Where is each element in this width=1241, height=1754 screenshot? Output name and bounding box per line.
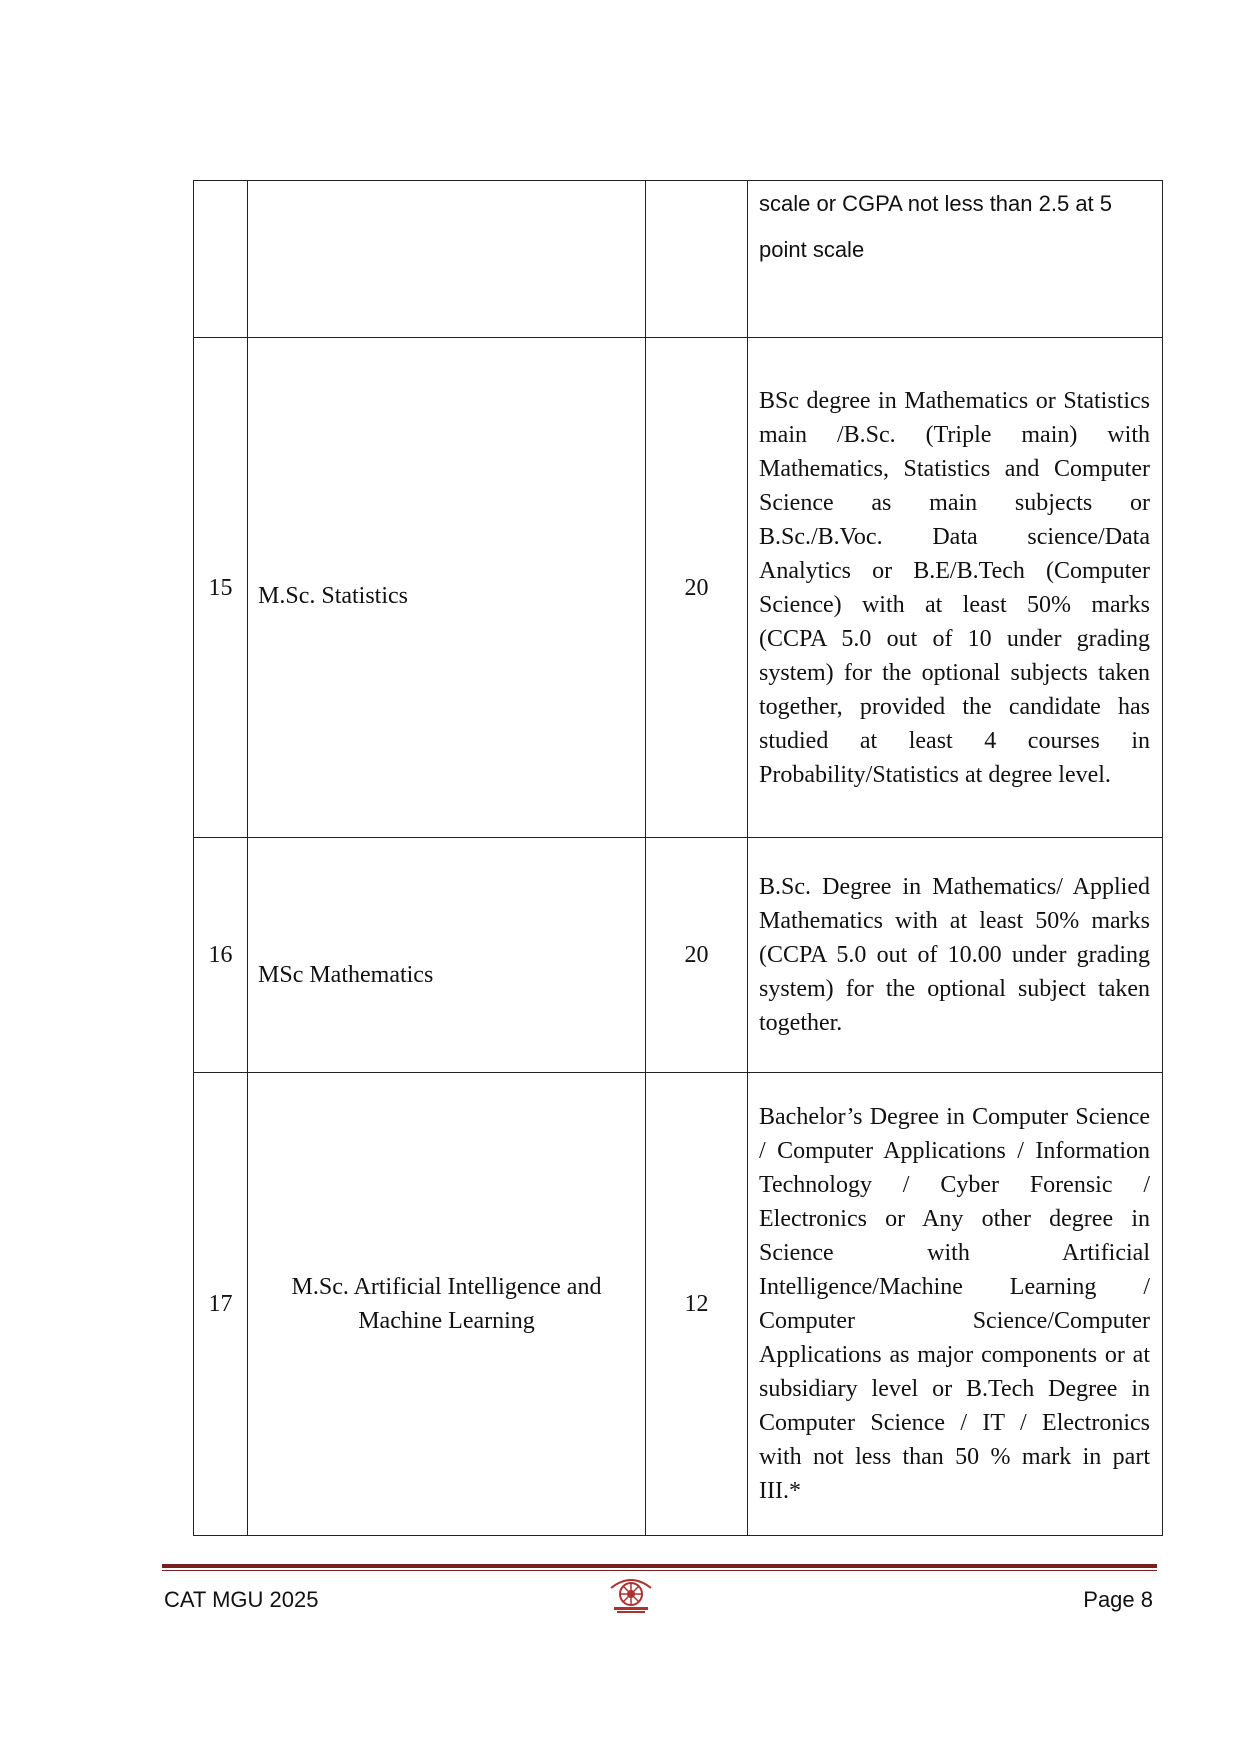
programme-name: M.Sc. Statistics xyxy=(258,582,409,609)
cell-programme xyxy=(248,838,646,1073)
cell-eligibility: scale or CGPA not less than 2.5 at 5 point scale xyxy=(748,181,1163,338)
cell-seats xyxy=(646,181,748,338)
cell-no: 16 xyxy=(194,838,248,1073)
cell-seats: 20 xyxy=(646,338,748,838)
table-row-continuation xyxy=(194,181,1163,338)
footer-title: CAT MGU 2025 xyxy=(164,1587,319,1612)
table-row xyxy=(194,838,1163,1073)
cell-seats: 20 xyxy=(646,838,748,1073)
cell-no xyxy=(194,181,248,338)
cell-no: 17 xyxy=(194,1073,248,1536)
eligibility-table xyxy=(193,180,1163,1536)
table-row xyxy=(194,338,1163,838)
table-row xyxy=(194,1073,1163,1536)
cell-seats: 12 xyxy=(646,1073,748,1536)
cell-programme: M.Sc. Artificial Intelligence and Machine Learning xyxy=(248,1073,646,1536)
university-emblem-icon xyxy=(608,1574,654,1614)
cell-eligibility: Bachelor’s Degree in Computer Science / Computer Applications / Information Technology / Cyber Forensic / Electronics or Any other degree in Science with Artificial Intelligence/Machine Learning / Computer Science/Computer Applications as major components or at subsidiary level or B.Tech Degree in Computer Science / IT / Electronics with not less than 50 % mark in part III.* xyxy=(748,1073,1163,1536)
cell-programme xyxy=(248,181,646,338)
footer-rule xyxy=(162,1564,1157,1568)
programme-name: MSc Mathematics xyxy=(258,962,434,988)
cell-eligibility: B.Sc. Degree in Mathematics/ Applied Mathematics with at least 50% marks (CCPA 5.0 out of 10.00 under grading system) for the optional subject taken together. xyxy=(748,838,1163,1073)
footer-rule-thin xyxy=(162,1570,1157,1571)
cell-no: 15 xyxy=(194,338,248,838)
cell-programme xyxy=(248,338,646,838)
cell-eligibility: BSc degree in Mathematics or Statistics main /B.Sc. (Triple main) with Mathematics, Statistics and Computer Science as main subjects or B.Sc./B.Voc. Data science/Data Analytics or B.E/B.Tech (Computer Science) with at least 50% marks (CCPA 5.0 out of 10 under grading system) for the optional subjects taken together, provided the candidate has studied at least 4 courses in Probability/Statistics at degree level. xyxy=(748,338,1163,838)
page-number: Page 8 xyxy=(1083,1587,1153,1612)
